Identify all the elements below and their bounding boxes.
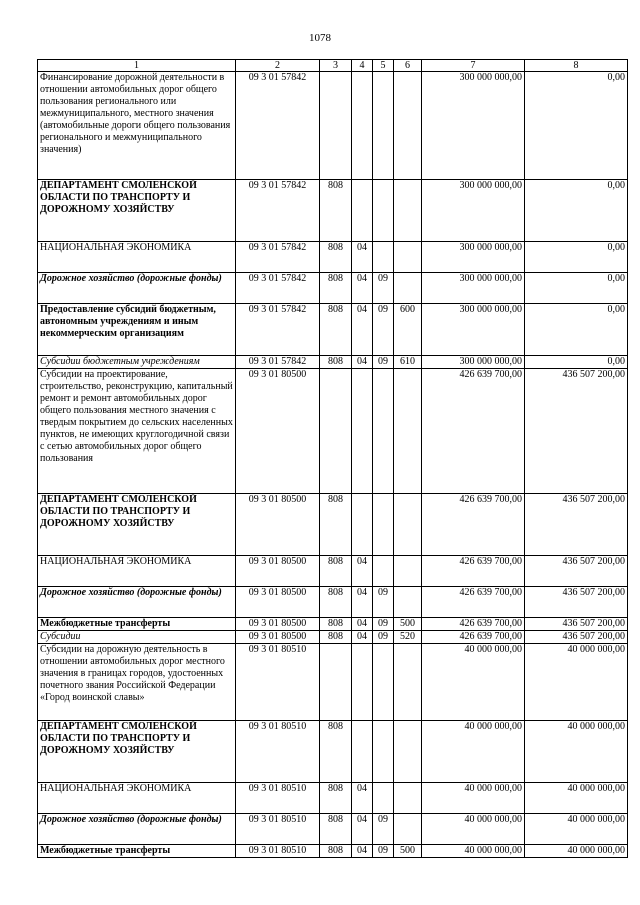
row-name-cell: Финансирование дорожной деятельности в отношении автомобильных дорог общего пользования регионального или межмуниципального, местного значения (автомобильные дороги общего пользования регионального и межмуниципального значения) — [38, 72, 236, 180]
target-code-cell: 09 3 01 57842 — [236, 180, 320, 242]
expense-type-code-cell: 500 — [394, 845, 422, 858]
table-row — [38, 273, 628, 304]
amount-year-1-cell: 426 639 700,00 — [422, 618, 525, 631]
expense-type-code-cell — [394, 783, 422, 814]
table-row — [38, 783, 628, 814]
admin-code-cell: 808 — [320, 180, 352, 242]
section-code-cell: 04 — [352, 242, 373, 273]
target-code-cell: 09 3 01 80510 — [236, 783, 320, 814]
target-code-cell: 09 3 01 80500 — [236, 631, 320, 644]
amount-year-1-cell: 40 000 000,00 — [422, 644, 525, 721]
admin-code-cell — [320, 72, 352, 180]
expense-type-code-cell: 610 — [394, 356, 422, 369]
row-name-cell: Предоставление субсидий бюджетным, автономным учреждениям и иным некоммерческим организациям — [38, 304, 236, 356]
row-name-cell: Дорожное хозяйство (дорожные фонды) — [38, 273, 236, 304]
table-row — [38, 644, 628, 721]
subsection-code-cell — [373, 644, 394, 721]
section-code-cell — [352, 644, 373, 721]
row-name-cell: Межбюджетные трансферты — [38, 618, 236, 631]
target-code-cell: 09 3 01 80500 — [236, 494, 320, 556]
amount-year-1-cell: 300 000 000,00 — [422, 304, 525, 356]
amount-year-1-cell: 426 639 700,00 — [422, 494, 525, 556]
section-code-cell — [352, 72, 373, 180]
amount-year-1-cell: 40 000 000,00 — [422, 721, 525, 783]
expense-type-code-cell — [394, 814, 422, 845]
amount-year-2-cell: 0,00 — [525, 242, 628, 273]
target-code-cell: 09 3 01 80510 — [236, 845, 320, 858]
amount-year-2-cell: 0,00 — [525, 304, 628, 356]
expense-type-code-cell — [394, 242, 422, 273]
row-name-cell: Субсидии — [38, 631, 236, 644]
amount-year-2-cell: 436 507 200,00 — [525, 587, 628, 618]
subsection-code-cell — [373, 369, 394, 494]
admin-code-cell: 808 — [320, 556, 352, 587]
subsection-code-cell: 09 — [373, 618, 394, 631]
section-code-cell — [352, 369, 373, 494]
section-code-cell: 04 — [352, 783, 373, 814]
header-cell: 6 — [394, 60, 422, 72]
amount-year-2-cell: 436 507 200,00 — [525, 631, 628, 644]
expense-type-code-cell — [394, 180, 422, 242]
target-code-cell: 09 3 01 80510 — [236, 814, 320, 845]
amount-year-2-cell: 436 507 200,00 — [525, 618, 628, 631]
amount-year-1-cell: 40 000 000,00 — [422, 814, 525, 845]
target-code-cell: 09 3 01 80510 — [236, 721, 320, 783]
row-name-cell: НАЦИОНАЛЬНАЯ ЭКОНОМИКА — [38, 783, 236, 814]
table-row — [38, 72, 628, 180]
row-name-cell: Дорожное хозяйство (дорожные фонды) — [38, 587, 236, 618]
row-name-cell: НАЦИОНАЛЬНАЯ ЭКОНОМИКА — [38, 556, 236, 587]
amount-year-2-cell: 0,00 — [525, 72, 628, 180]
section-code-cell: 04 — [352, 273, 373, 304]
amount-year-2-cell: 40 000 000,00 — [525, 721, 628, 783]
target-code-cell: 09 3 01 80500 — [236, 556, 320, 587]
table-row — [38, 242, 628, 273]
section-code-cell — [352, 721, 373, 783]
target-code-cell: 09 3 01 57842 — [236, 273, 320, 304]
expense-type-code-cell — [394, 644, 422, 721]
section-code-cell: 04 — [352, 631, 373, 644]
subsection-code-cell: 09 — [373, 304, 394, 356]
amount-year-1-cell: 426 639 700,00 — [422, 587, 525, 618]
table-row — [38, 631, 628, 644]
admin-code-cell: 808 — [320, 304, 352, 356]
section-code-cell: 04 — [352, 845, 373, 858]
admin-code-cell: 808 — [320, 721, 352, 783]
subsection-code-cell: 09 — [373, 814, 394, 845]
target-code-cell: 09 3 01 80500 — [236, 618, 320, 631]
budget-table — [37, 59, 628, 858]
target-code-cell: 09 3 01 80500 — [236, 369, 320, 494]
admin-code-cell: 808 — [320, 618, 352, 631]
admin-code-cell: 808 — [320, 356, 352, 369]
amount-year-2-cell: 436 507 200,00 — [525, 494, 628, 556]
table-row — [38, 369, 628, 494]
target-code-cell: 09 3 01 57842 — [236, 304, 320, 356]
subsection-code-cell — [373, 721, 394, 783]
table-row — [38, 587, 628, 618]
row-name-cell: Дорожное хозяйство (дорожные фонды) — [38, 814, 236, 845]
admin-code-cell: 808 — [320, 631, 352, 644]
section-code-cell: 04 — [352, 356, 373, 369]
expense-type-code-cell — [394, 273, 422, 304]
target-code-cell: 09 3 01 80510 — [236, 644, 320, 721]
section-code-cell: 04 — [352, 556, 373, 587]
header-row — [38, 60, 628, 72]
amount-year-1-cell: 300 000 000,00 — [422, 180, 525, 242]
amount-year-1-cell: 300 000 000,00 — [422, 242, 525, 273]
amount-year-1-cell: 40 000 000,00 — [422, 783, 525, 814]
row-name-cell: ДЕПАРТАМЕНТ СМОЛЕНСКОЙ ОБЛАСТИ ПО ТРАНСПОРТУ И ДОРОЖНОМУ ХОЗЯЙСТВУ — [38, 721, 236, 783]
subsection-code-cell — [373, 242, 394, 273]
expense-type-code-cell: 520 — [394, 631, 422, 644]
subsection-code-cell: 09 — [373, 631, 394, 644]
row-name-cell: Субсидии на проектирование, строительство, реконструкцию, капитальный ремонт и ремонт автомобильных дорог общего пользования местного значения с твердым покрытием до сельских населенных пунктов, не имеющих круглогодичной связи с сетью автомобильных дорог общего пользования — [38, 369, 236, 494]
amount-year-2-cell: 0,00 — [525, 273, 628, 304]
row-name-cell: ДЕПАРТАМЕНТ СМОЛЕНСКОЙ ОБЛАСТИ ПО ТРАНСПОРТУ И ДОРОЖНОМУ ХОЗЯЙСТВУ — [38, 180, 236, 242]
expense-type-code-cell — [394, 369, 422, 494]
table-row — [38, 556, 628, 587]
header-cell: 5 — [373, 60, 394, 72]
target-code-cell: 09 3 01 57842 — [236, 72, 320, 180]
row-name-cell: Субсидии бюджетным учреждениям — [38, 356, 236, 369]
row-name-cell: НАЦИОНАЛЬНАЯ ЭКОНОМИКА — [38, 242, 236, 273]
subsection-code-cell — [373, 556, 394, 587]
target-code-cell: 09 3 01 57842 — [236, 242, 320, 273]
amount-year-2-cell: 436 507 200,00 — [525, 556, 628, 587]
expense-type-code-cell: 500 — [394, 618, 422, 631]
amount-year-1-cell: 40 000 000,00 — [422, 845, 525, 858]
subsection-code-cell — [373, 180, 394, 242]
subsection-code-cell: 09 — [373, 273, 394, 304]
header-cell: 4 — [352, 60, 373, 72]
header-cell: 2 — [236, 60, 320, 72]
target-code-cell: 09 3 01 57842 — [236, 356, 320, 369]
amount-year-2-cell: 436 507 200,00 — [525, 369, 628, 494]
expense-type-code-cell — [394, 494, 422, 556]
amount-year-2-cell: 40 000 000,00 — [525, 814, 628, 845]
page-number: 1078 — [309, 32, 331, 44]
section-code-cell — [352, 180, 373, 242]
expense-type-code-cell — [394, 556, 422, 587]
amount-year-2-cell: 40 000 000,00 — [525, 783, 628, 814]
amount-year-2-cell: 0,00 — [525, 356, 628, 369]
expense-type-code-cell — [394, 721, 422, 783]
row-name-cell: Межбюджетные трансферты — [38, 845, 236, 858]
row-name-cell: Субсидии на дорожную деятельность в отношении автомобильных дорог местного значения в границах городов, удостоенных почетного звания Российской Федерации «Город воинской славы» — [38, 644, 236, 721]
header-cell: 3 — [320, 60, 352, 72]
admin-code-cell: 808 — [320, 783, 352, 814]
expense-type-code-cell — [394, 72, 422, 180]
table-row — [38, 494, 628, 556]
amount-year-1-cell: 300 000 000,00 — [422, 273, 525, 304]
amount-year-1-cell: 300 000 000,00 — [422, 72, 525, 180]
section-code-cell: 04 — [352, 304, 373, 356]
header-cell: 7 — [422, 60, 525, 72]
row-name-cell: ДЕПАРТАМЕНТ СМОЛЕНСКОЙ ОБЛАСТИ ПО ТРАНСПОРТУ И ДОРОЖНОМУ ХОЗЯЙСТВУ — [38, 494, 236, 556]
subsection-code-cell — [373, 494, 394, 556]
section-code-cell — [352, 494, 373, 556]
table-row — [38, 845, 628, 858]
admin-code-cell: 808 — [320, 814, 352, 845]
header-cell: 8 — [525, 60, 628, 72]
section-code-cell: 04 — [352, 587, 373, 618]
table-row — [38, 180, 628, 242]
table-body — [38, 72, 628, 858]
admin-code-cell — [320, 369, 352, 494]
admin-code-cell: 808 — [320, 242, 352, 273]
amount-year-1-cell: 300 000 000,00 — [422, 356, 525, 369]
table-row — [38, 304, 628, 356]
amount-year-2-cell: 0,00 — [525, 180, 628, 242]
table-row — [38, 618, 628, 631]
table-row — [38, 356, 628, 369]
admin-code-cell: 808 — [320, 587, 352, 618]
header-cell: 1 — [38, 60, 236, 72]
amount-year-1-cell: 426 639 700,00 — [422, 631, 525, 644]
subsection-code-cell: 09 — [373, 356, 394, 369]
table-row — [38, 721, 628, 783]
admin-code-cell: 808 — [320, 845, 352, 858]
subsection-code-cell — [373, 783, 394, 814]
amount-year-1-cell: 426 639 700,00 — [422, 369, 525, 494]
amount-year-1-cell: 426 639 700,00 — [422, 556, 525, 587]
admin-code-cell: 808 — [320, 273, 352, 304]
target-code-cell: 09 3 01 80500 — [236, 587, 320, 618]
expense-type-code-cell: 600 — [394, 304, 422, 356]
expense-type-code-cell — [394, 587, 422, 618]
section-code-cell: 04 — [352, 814, 373, 845]
admin-code-cell: 808 — [320, 494, 352, 556]
subsection-code-cell — [373, 72, 394, 180]
section-code-cell: 04 — [352, 618, 373, 631]
amount-year-2-cell: 40 000 000,00 — [525, 644, 628, 721]
subsection-code-cell: 09 — [373, 587, 394, 618]
amount-year-2-cell: 40 000 000,00 — [525, 845, 628, 858]
admin-code-cell — [320, 644, 352, 721]
table-row — [38, 814, 628, 845]
subsection-code-cell: 09 — [373, 845, 394, 858]
